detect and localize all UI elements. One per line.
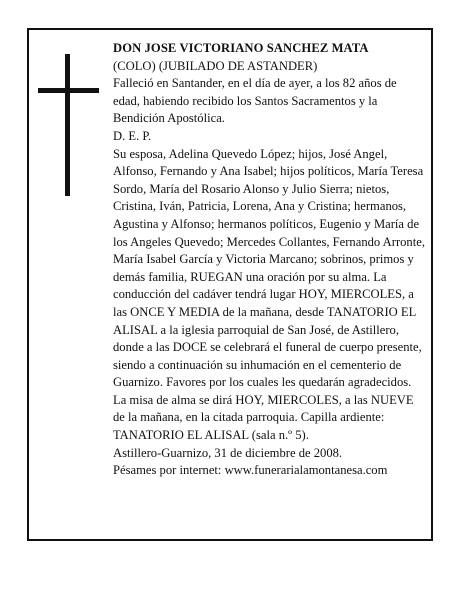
dep-line: D. E. P. [113, 128, 152, 143]
death-paragraph: Falleció en Santander, en el día de ayer, a los 82 años de edad, habiendo recibido los Santos Sacramentos y la Bendición Apostólica. [113, 76, 397, 126]
cross-icon [65, 54, 70, 196]
cross-icon-bar [38, 88, 99, 93]
deceased-name: DON JOSE VICTORIANO SANCHEZ MATA [113, 41, 369, 55]
obituary-text [113, 40, 425, 480]
family-paragraph: Su esposa, Adelina Quevedo López; hijos, José Angel, Alfonso, Fernando y Ana Isabel; hijos políticos, María Teresa Sordo, María del Rosario Alonso y Julio Sierra; nietos, Cristina, Iván, Patricia, Lorena, Ana y Cristina; hermanos, Agustina y Alfonso; hermanos políticos, Eugenio y María de los Angeles Quevedo; Mercedes Collantes, Fernando Arronte, María Isabel García y Victoria Marcano; sobrinos, primos y demás familia, RUEGAN una oración por su alma. La conducción del cadáver tendrá lugar HOY, MIERCOLES, a las ONCE Y MEDIA de la mañana, desde TANATORIO EL ALISAL a la iglesia parroquial de San José, de Astillero, donde a las DOCE se celebrará el funeral de cuerpo presente, siendo a continuación su inhumación en el cementerio de Guarnizo. Favores por los cuales les quedarán agradecidos. La misa de alma se dirá HOY, MIERCOLES, a las NUEVE de la mañana, en la citada parroquia. Capilla ardiente: TANATORIO EL ALISAL (sala n.º 5). [113, 146, 425, 443]
condolences-line: Pésames por internet: www.funerarialamontanesa.com [113, 463, 388, 478]
deceased-subtitle: (COLO) (JUBILADO DE ASTANDER) [113, 58, 318, 73]
place-date: Astillero-Guarnizo, 31 de diciembre de 2008. [113, 445, 343, 460]
